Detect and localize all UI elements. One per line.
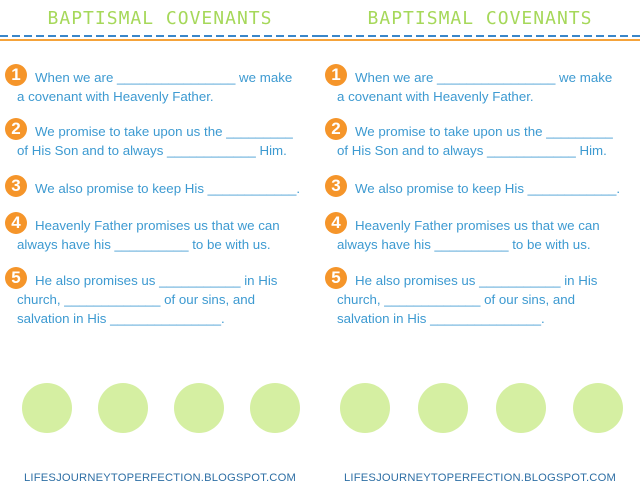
item-4-line-2: always have his __________ to be with us. bbox=[337, 237, 591, 252]
item-4-line-1: Heavenly Father promises us that we can bbox=[355, 218, 600, 233]
item-3-line-1: We also promise to keep His ____________. bbox=[35, 181, 301, 196]
number-badge-2: 2 bbox=[325, 118, 347, 140]
item-1-line-1: When we are ________________ we make bbox=[35, 70, 293, 85]
item-1-line-1: When we are ________________ we make bbox=[355, 70, 613, 85]
number-badge-4: 4 bbox=[325, 212, 347, 234]
item-2-line-1: We promise to take upon us the _________ bbox=[355, 124, 613, 139]
number-badge-3: 3 bbox=[325, 175, 347, 197]
number-badge-5: 5 bbox=[325, 267, 347, 289]
number-badge-3: 3 bbox=[5, 175, 27, 197]
item-2-line-2: of His Son and to always ____________ Him. bbox=[337, 143, 607, 158]
item-5-line-2: church, _____________ of our sins, and bbox=[337, 292, 576, 307]
item-5-line-3: salvation in His _______________. bbox=[337, 311, 545, 326]
decorative-stitch-rule bbox=[0, 33, 320, 45]
item-4-line-2: always have his __________ to be with us. bbox=[17, 237, 271, 252]
sticker-circle bbox=[340, 383, 390, 433]
sticker-circle bbox=[418, 383, 468, 433]
footer-url: LIFESJOURNEYTOPERFECTION.BLOGSPOT.COM bbox=[23, 472, 296, 484]
number-badge-1: 1 bbox=[5, 64, 27, 86]
item-4-line-1: Heavenly Father promises us that we can bbox=[35, 218, 280, 233]
number-badge-5: 5 bbox=[5, 267, 27, 289]
item-5-line-2: church, _____________ of our sins, and bbox=[17, 292, 256, 307]
sticker-circle bbox=[22, 383, 72, 433]
item-2-line-2: of His Son and to always ____________ Him. bbox=[17, 143, 287, 158]
sticker-circle bbox=[496, 383, 546, 433]
card-title: BAPTISMAL COVENANTS bbox=[367, 8, 593, 29]
sticker-circle bbox=[573, 383, 623, 433]
footer-url: LIFESJOURNEYTOPERFECTION.BLOGSPOT.COM bbox=[343, 472, 616, 484]
item-5-line-3: salvation in His _______________. bbox=[17, 311, 225, 326]
number-badge-2: 2 bbox=[5, 118, 27, 140]
number-badge-4: 4 bbox=[5, 212, 27, 234]
sticker-circles bbox=[0, 383, 320, 433]
sticker-circle bbox=[250, 383, 300, 433]
item-3-line-1: We also promise to keep His ____________. bbox=[355, 181, 621, 196]
item-2-line-1: We promise to take upon us the _________ bbox=[35, 124, 293, 139]
covenant-card-right bbox=[320, 0, 640, 495]
card-title: BAPTISMAL COVENANTS bbox=[47, 8, 273, 29]
decorative-stitch-rule bbox=[320, 33, 640, 45]
item-5-line-1: He also promises us ___________ in His bbox=[35, 273, 278, 288]
number-badge-1: 1 bbox=[325, 64, 347, 86]
sticker-circle bbox=[174, 383, 224, 433]
sticker-circles bbox=[320, 383, 640, 433]
item-1-line-2: a covenant with Heavenly Father. bbox=[337, 89, 534, 104]
item-5-line-1: He also promises us ___________ in His bbox=[355, 273, 598, 288]
sticker-circle bbox=[98, 383, 148, 433]
item-1-line-2: a covenant with Heavenly Father. bbox=[17, 89, 214, 104]
